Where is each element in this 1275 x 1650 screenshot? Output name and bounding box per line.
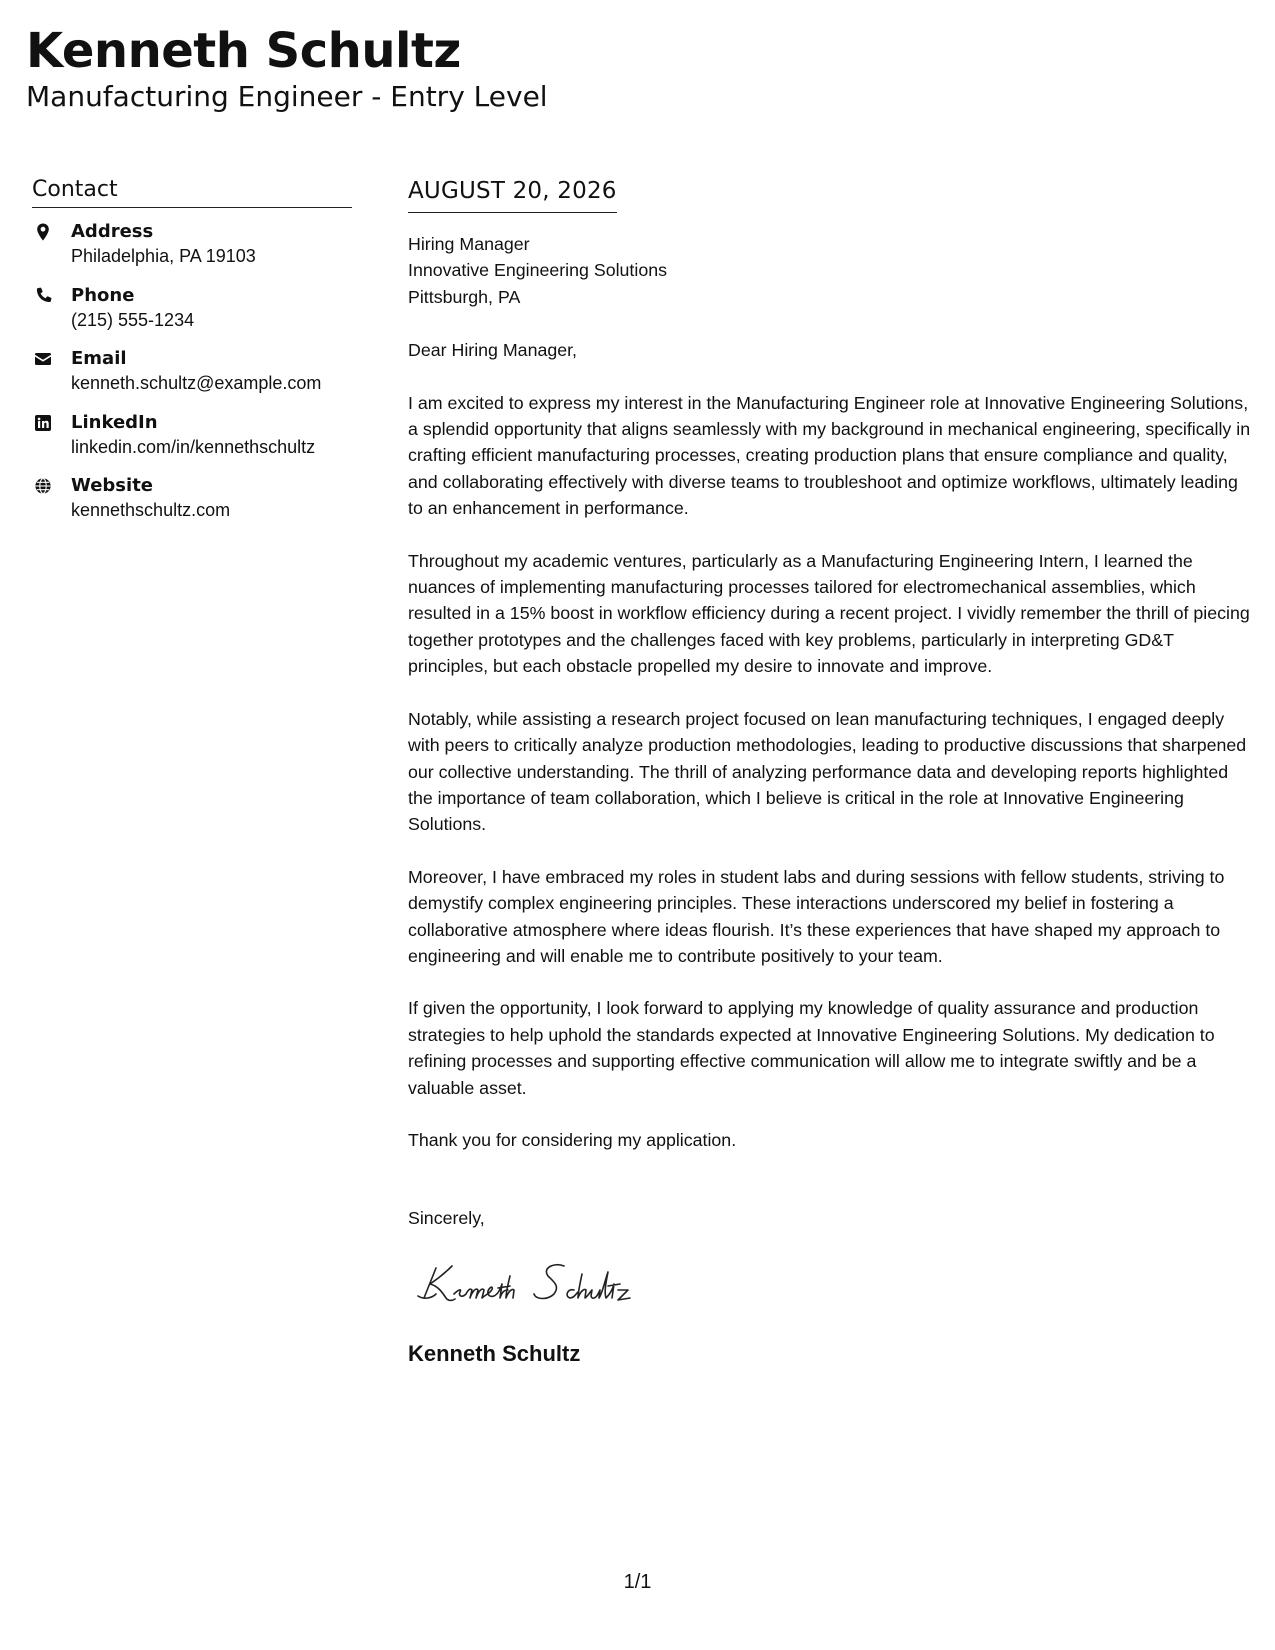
website-value: kennethschultz.com — [71, 500, 231, 520]
contact-label: LinkedIn — [71, 411, 158, 433]
cover-letter-body — [408, 176, 1253, 1368]
phone-value: (215) 555-1234 — [71, 309, 195, 330]
contact-heading: Contact — [32, 176, 352, 208]
contact-list — [32, 220, 352, 538]
map-marker-icon — [34, 223, 52, 241]
letter-paragraph: If given the opportunity, I look forward to applying my knowledge of quality assurance and production strategies to help uphold the standards expected at Innovative Engineering Solutions. My dedication to refining processes and supporting effective communication will allow me to integrate swiftly and be a valuable asset. — [408, 998, 1215, 1098]
contact-sidebar — [32, 176, 352, 538]
page-number: 1/1 — [623, 1571, 652, 1593]
phone-icon — [34, 287, 52, 305]
resume-header — [26, 22, 548, 114]
date-block — [408, 176, 617, 213]
letter-paragraph: Moreover, I have embraced my roles in student labs and during sessions with fellow students, striving to demystify complex engineering principles. These interactions underscored my belief in fostering a collaborative atmosphere where ideas flourish. It’s these experiences that have shaped my approach to engineering and will enable me to contribute positively to your team. — [408, 866, 1225, 966]
recipient-block — [408, 231, 1253, 310]
letter-paragraph: Thank you for considering my application. — [408, 1129, 737, 1150]
letter-paragraph: I am excited to express my interest in the Manufacturing Engineer role at Innovative Engineering Solutions, a splendid opportunity that aligns seamlessly with my background in mechanical engineering, specifically in crafting efficient manufacturing processes, creating production plans that ensure compliance and quality, and collaborating effectively with diverse teams to troubleshoot and optimize workflows, ultimately leading to an enhancement in performance. — [408, 392, 1251, 519]
linkedin-value: linkedin.com/in/kennethschultz — [71, 436, 316, 457]
salutation: Dear Hiring Manager, — [408, 340, 577, 361]
job-title: Manufacturing Engineer - Entry Level — [26, 80, 548, 113]
contact-label: Email — [71, 348, 127, 369]
linkedin-icon — [34, 414, 52, 432]
letter-paragraph: Notably, while assisting a research project focused on lean manufacturing techniques, I engaged deeply with peers to critically analyze production methodologies, leading to productive discussions that sharpened our collective understanding. The thrill of analyzing performance data and developing reports highlighted the importance of team collaboration, which I believe is critical in the role at Innovative Engineering Solutions. — [408, 708, 1247, 835]
email-value: kenneth.schultz@example.com — [71, 373, 322, 393]
contact-item-website — [32, 474, 352, 538]
address-value: Philadelphia, PA 19103 — [71, 246, 256, 266]
letter-date: AUGUST 20, 2026 — [408, 178, 617, 204]
letter-paragraph: Throughout my academic ventures, particularly as a Manufacturing Engineering Intern, I learned the nuances of implementing manufacturing processes tailored for electromechanical assemblies, which resulted in a 15% boost in workflow efficiency during a recent project. I vividly remember the thrill of piecing together prototypes and the challenges faced with key problems, particularly in interpreting GD&T principles, but each obstacle propelled my desire to innovate and improve. — [408, 550, 1250, 677]
signer-name: Kenneth Schultz — [408, 1340, 581, 1366]
globe-icon — [34, 477, 52, 495]
contact-label: Address — [71, 221, 154, 242]
recipient-name: Hiring Manager — [408, 234, 530, 254]
recipient-location: Pittsburgh, PA — [408, 286, 521, 307]
contact-item-address — [32, 220, 352, 284]
handwritten-signature — [414, 1254, 674, 1314]
envelope-icon — [34, 350, 52, 368]
closing: Sincerely, — [408, 1208, 485, 1229]
contact-label: Website — [71, 475, 154, 496]
recipient-company: Innovative Engineering Solutions — [408, 260, 667, 281]
contact-item-phone — [32, 284, 352, 348]
contact-item-linkedin — [32, 411, 352, 475]
contact-label: Phone — [71, 284, 135, 306]
contact-item-email — [32, 347, 352, 411]
applicant-name: Kenneth Schultz — [26, 23, 461, 79]
